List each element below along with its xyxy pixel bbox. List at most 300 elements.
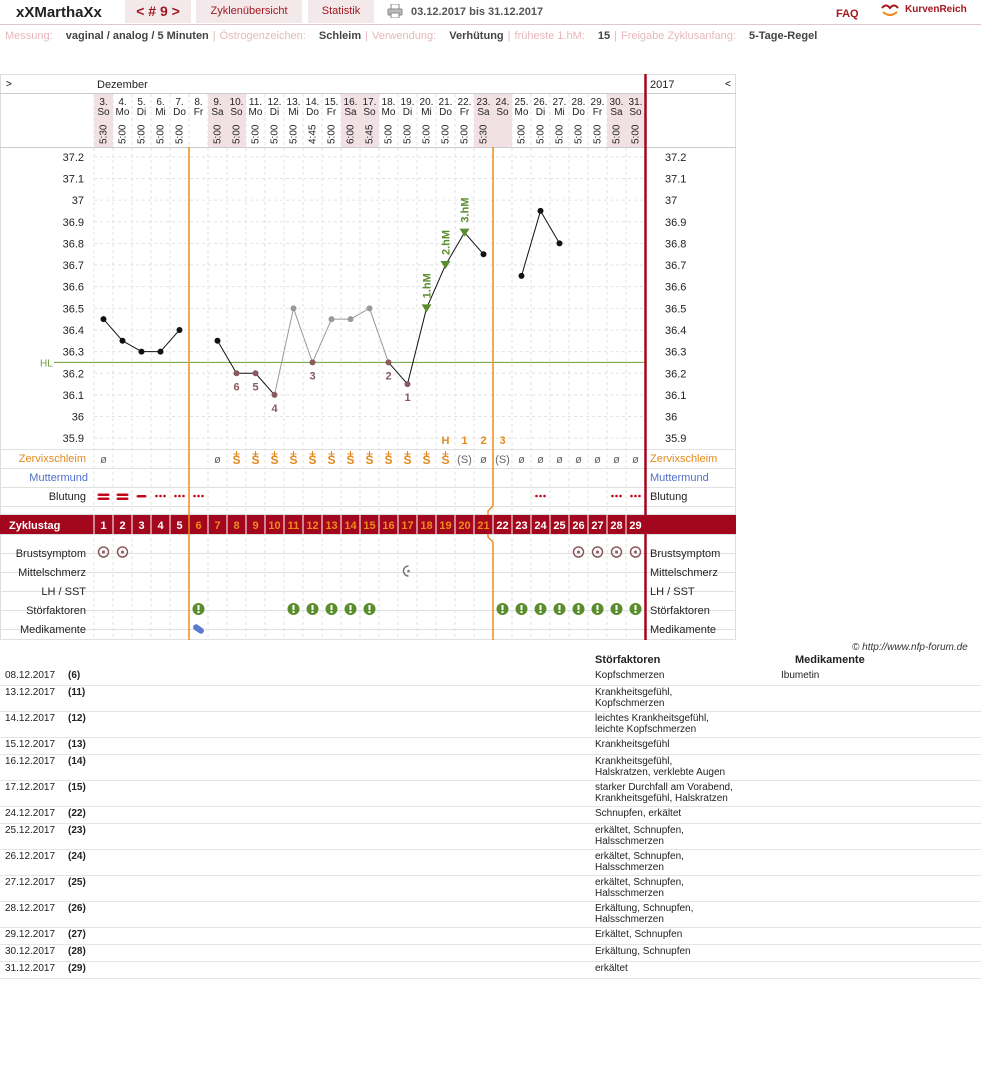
notes-cycle-day: (13) [68, 739, 86, 750]
row-label-brust-right: Brustsymptom [650, 548, 721, 560]
disturbance-icon [597, 611, 599, 613]
notes-row [0, 875, 981, 902]
cycle-day-number: 28 [610, 520, 623, 532]
weekday-label: Di [269, 107, 280, 118]
mucus-s-icon: S [308, 453, 317, 467]
time-label: 5:30 [478, 124, 490, 144]
row-label-zervix-right: Zervixschleim [650, 453, 718, 465]
ytick-right: 37 [665, 195, 678, 208]
temp-point [538, 208, 544, 214]
weekday-label: Sa [477, 107, 490, 118]
weekday-label: Fr [459, 107, 470, 118]
notes-row [0, 849, 981, 876]
top-bar [0, 0, 981, 25]
row-label-mittel-right: Mittelschmerz [650, 567, 718, 579]
ytick-left: 37.1 [62, 173, 84, 186]
cycle-day-number: 18 [420, 520, 433, 532]
time-label: 5:00 [516, 124, 528, 144]
date-label: 4. [118, 97, 127, 108]
disturbance-icon [559, 611, 561, 613]
notes-row [0, 961, 981, 979]
temp-point [215, 338, 221, 344]
ytick-right: 36.7 [665, 260, 687, 273]
date-label: 28. [571, 97, 586, 108]
cycle-day-number: 5 [176, 520, 183, 532]
breast-symptom-icon [577, 551, 580, 554]
cycle-day-number: 29 [629, 520, 642, 532]
temp-point [348, 316, 354, 322]
disturbance-icon [502, 611, 504, 613]
weekday-label: Do [173, 107, 186, 118]
ytick-right: 36.9 [665, 216, 687, 229]
weekday-label: Mo [381, 107, 396, 118]
ytick-left: 36.5 [62, 303, 84, 316]
disturbance-icon [369, 611, 371, 613]
ytick-left: 36.7 [62, 260, 84, 273]
temp-point [405, 381, 411, 387]
date-range: 03.12.2017 bis 31.12.2017 [411, 6, 544, 18]
notes-row [0, 754, 981, 781]
ytick-right: 35.9 [665, 433, 687, 446]
disturbance-icon [312, 605, 314, 610]
date-label: 29. [590, 97, 605, 108]
date-label: 20. [419, 97, 434, 108]
date-label: 7. [175, 97, 184, 108]
notes-row [0, 806, 981, 824]
time-label: 5:00 [231, 124, 243, 144]
breast-symptom-icon [102, 551, 105, 554]
ytick-left: 36.2 [62, 368, 84, 381]
notes-row [0, 668, 981, 686]
printer-icon[interactable] [387, 4, 403, 18]
temp-point [329, 316, 335, 322]
time-label: 5:00 [212, 124, 224, 144]
mucus-dry-icon: ø [613, 454, 620, 466]
notes-cycle-day: (6) [68, 670, 81, 681]
time-label: 6:00 [345, 124, 357, 144]
date-label: 3. [99, 97, 108, 108]
tab-cycle-overview[interactable]: Zyklenübersicht [196, 0, 302, 23]
peak-label: 1 [461, 435, 468, 447]
notes-row [0, 711, 981, 738]
bleeding-light [197, 495, 200, 498]
tab-statistics[interactable]: Statistik [308, 0, 374, 23]
ytick-right: 36.3 [665, 346, 687, 359]
mucus-s-icon: S [384, 453, 393, 467]
copyright: © http://www.nfp-forum.de [852, 642, 968, 653]
row-label-stoer: Störfaktoren [26, 605, 86, 617]
date-label: 31. [628, 97, 643, 108]
ytick-left: 36.4 [62, 324, 84, 337]
cycle-day-number: 25 [553, 520, 566, 532]
notes-date: 29.12.2017 [5, 929, 56, 940]
mucus-dry-icon: ø [556, 454, 563, 466]
weekday-label: So [629, 107, 642, 118]
cycle-chart [0, 74, 740, 641]
notes-date: 14.12.2017 [5, 713, 56, 724]
bleeding-light [630, 495, 633, 498]
ytick-left: 36.1 [62, 389, 84, 402]
bleeding-light [193, 495, 196, 498]
notes-stoerfaktoren: Krankheitsgefühl [595, 739, 670, 750]
disturbance-icon [198, 605, 200, 610]
time-label: 4:45 [307, 124, 319, 144]
cycle-day-number: 22 [496, 520, 509, 532]
weekday-label: Di [402, 107, 413, 118]
notes-stoerfaktoren: Krankheitsgefühl, Kopfschmerzen [595, 687, 673, 709]
time-label: 5:00 [554, 124, 566, 144]
info-label: Östrogenzeichen: [219, 30, 306, 42]
temp-count-label: 2 [385, 370, 392, 383]
time-label: 5:00 [573, 124, 585, 144]
info-separator: | [614, 30, 617, 42]
disturbance-icon [540, 611, 542, 613]
notes-row [0, 901, 981, 928]
hm-label: 2.hM [440, 229, 453, 256]
info-separator: | [507, 30, 511, 42]
notes-stoerfaktoren: Krankheitsgefühl, Halskratzen, verklebte Augen [595, 756, 726, 778]
row-label-lh: LH / SST [41, 586, 86, 598]
bleeding-light [159, 495, 162, 498]
row-label-zervix: Zervixschleim [18, 453, 86, 465]
notes-date: 24.12.2017 [5, 808, 56, 819]
temp-point [177, 327, 183, 333]
time-label: 5:00 [630, 124, 642, 144]
bleeding-light [178, 495, 181, 498]
temp-point [367, 305, 373, 311]
weekday-label: So [363, 107, 376, 118]
bleeding-light [174, 495, 177, 498]
ytick-left: 36.3 [62, 346, 84, 359]
mucus-dry-icon: ø [632, 454, 639, 466]
info-label: Freigabe Zyklusanfang: [620, 30, 736, 42]
cycle-navigator[interactable]: < # 9 > [125, 0, 191, 23]
breast-symptom-icon [615, 551, 618, 554]
date-label: 22. [457, 97, 472, 108]
cycle-day-number: 1 [100, 520, 107, 532]
time-label: 5:45 [364, 124, 376, 144]
notes-stoerfaktoren: erkältet [595, 963, 628, 974]
weekday-label: Do [306, 107, 319, 118]
notes-cycle-day: (28) [68, 946, 86, 957]
cycle-day-number: 17 [401, 520, 414, 532]
date-label: 6. [156, 97, 165, 108]
disturbance-icon [369, 605, 371, 610]
hm-label: 1.hM [421, 273, 434, 299]
notes-date: 30.12.2017 [5, 946, 56, 957]
notes-header-stoerfaktoren: Störfaktoren [595, 654, 661, 666]
row-label-medi-right: Medikamente [650, 624, 717, 636]
time-label: 5:30 [98, 124, 110, 144]
disturbance-icon [597, 605, 599, 610]
date-label: 19. [400, 97, 415, 108]
hl-label: HL [40, 358, 53, 370]
disturbance-icon [635, 605, 637, 610]
bleeding-heavy [98, 498, 110, 501]
info-value: Schleim [315, 30, 362, 42]
notes-date: 28.12.2017 [5, 903, 56, 914]
bleeding-light [543, 495, 546, 498]
cycle-day-number: 8 [233, 520, 240, 532]
info-label: Verwendung: [371, 30, 437, 42]
notes-cycle-day: (24) [68, 851, 86, 862]
time-label: 5:00 [288, 124, 300, 144]
row-label-blutung: Blutung [48, 491, 86, 503]
breast-symptom-icon [634, 551, 637, 554]
mucus-s-icon: S [403, 453, 412, 467]
temp-point [557, 240, 563, 246]
nav-right-icon: < [725, 79, 731, 90]
mucus-s-icon: S [327, 453, 336, 467]
ytick-right: 36.2 [665, 368, 687, 381]
mucus-s-paren-icon: (S) [495, 454, 510, 466]
row-label-muttermund: Muttermund [29, 472, 88, 484]
date-label: 14. [305, 97, 320, 108]
date-label: 13. [286, 97, 301, 108]
disturbance-icon [350, 605, 352, 610]
temp-point [253, 370, 259, 376]
mucus-s-icon: S [422, 453, 431, 467]
bleeding-light [634, 495, 637, 498]
username: xXMarthaXx [16, 4, 102, 21]
notes-cycle-day: (26) [68, 903, 86, 914]
temp-count-label: 3 [309, 370, 316, 383]
row-label-blutung-right: Blutung [650, 491, 688, 503]
mucus-s-icon: S [346, 453, 355, 467]
cycle-day-number: 23 [515, 520, 528, 532]
disturbance-icon [198, 611, 200, 613]
weekday-label: So [97, 107, 110, 118]
info-separator: | [212, 30, 216, 42]
nav-left-icon: > [6, 79, 12, 90]
mucus-s-icon: S [270, 453, 279, 467]
notes-stoerfaktoren: erkältet, Schnupfen, Halsschmerzen [595, 877, 684, 899]
notes-cycle-day: (12) [68, 713, 86, 724]
time-label: 5:00 [269, 124, 281, 144]
temp-point [519, 273, 525, 279]
year-label: 2017 [650, 79, 675, 91]
mucus-s-icon: S [289, 453, 298, 467]
time-label: 5:00 [535, 124, 547, 144]
notes-row [0, 927, 981, 945]
cycle-day-number: 14 [344, 520, 357, 532]
weekday-label: Fr [592, 107, 603, 118]
weekday-label: Mi [288, 107, 299, 118]
date-label: 5. [137, 97, 146, 108]
notes-cycle-day: (23) [68, 825, 86, 836]
temp-point [120, 338, 126, 344]
cycle-day-number: 2 [119, 520, 126, 532]
notes-date: 15.12.2017 [5, 739, 56, 750]
ytick-left: 36.9 [62, 216, 84, 229]
mucus-dry-icon: ø [518, 454, 525, 466]
cycle-day-number: 26 [572, 520, 585, 532]
weekday-label: Do [572, 107, 585, 118]
notes-cycle-day: (11) [68, 687, 86, 698]
cycle-day-number: 12 [306, 520, 319, 532]
bleeding-heavy [117, 498, 129, 501]
date-label: 27. [552, 97, 567, 108]
date-label: 24. [495, 97, 510, 108]
weekday-label: Mo [514, 107, 529, 118]
time-label: 5:00 [383, 124, 395, 144]
time-label: 5:00 [250, 124, 262, 144]
date-label: 23. [476, 97, 491, 108]
disturbance-icon [540, 605, 542, 610]
notes-cycle-day: (22) [68, 808, 86, 819]
mucus-dry-icon: ø [537, 454, 544, 466]
notes-cycle-day: (27) [68, 929, 86, 940]
ytick-left: 37 [71, 195, 84, 208]
temp-point [101, 316, 107, 322]
bleeding-light [619, 495, 622, 498]
breast-symptom-icon [596, 551, 599, 554]
bleeding-light [163, 495, 166, 498]
disturbance-icon [578, 605, 580, 610]
info-label: Messung: [5, 30, 53, 42]
row-label-lh-right: LH / SST [650, 586, 695, 598]
temp-point [158, 349, 164, 355]
notes-stoerfaktoren: Erkältet, Schnupfen [595, 929, 683, 940]
time-label: 5:00 [174, 124, 186, 144]
cycle-day-number: 9 [252, 520, 259, 532]
ytick-right: 36.1 [665, 389, 687, 402]
time-label: 5:00 [592, 124, 604, 144]
row-label-medi: Medikamente [19, 624, 86, 636]
mucus-s-icon: S [251, 453, 260, 467]
temp-point [234, 370, 240, 376]
notes-date: 25.12.2017 [5, 825, 56, 836]
logo-icon[interactable] [880, 2, 900, 20]
mucus-dry-icon: ø [100, 454, 107, 466]
disturbance-icon [616, 611, 618, 613]
notes-stoerfaktoren: Schnupfen, erkältet [595, 808, 682, 819]
ytick-right: 36.4 [665, 324, 687, 337]
weekday-label: Mi [554, 107, 565, 118]
time-label: 5:00 [326, 124, 338, 144]
info-separator: | [365, 30, 368, 42]
notes-stoerfaktoren: erkältet, Schnupfen, Halsschmerzen [595, 851, 684, 873]
weekday-label: Di [535, 107, 546, 118]
notes-row [0, 780, 981, 807]
weekday-label: Sa [211, 107, 224, 118]
time-label: 5:00 [611, 124, 623, 144]
row-label-stoer-right: Störfaktoren [650, 605, 710, 617]
date-label: 18. [381, 97, 396, 108]
notes-medikamente: Ibumetin [781, 670, 820, 681]
mucus-dry-icon: ø [480, 454, 487, 466]
bleeding-light [611, 495, 614, 498]
disturbance-icon [293, 611, 295, 613]
notes-date: 13.12.2017 [5, 687, 56, 698]
chart-frame [1, 75, 736, 640]
peak-label: H [441, 435, 450, 447]
disturbance-icon [312, 611, 314, 613]
cycle-day-number: 16 [382, 520, 395, 532]
ytick-right: 36.6 [665, 281, 687, 294]
weekday-label: Sa [610, 107, 623, 118]
cycle-day-number: 19 [439, 520, 452, 532]
temp-count-label: 5 [252, 381, 259, 394]
mucus-dry-icon: ø [594, 454, 601, 466]
weekday-label: So [496, 107, 509, 118]
notes-row [0, 737, 981, 755]
weekday-label: So [230, 107, 243, 118]
notes-cycle-day: (25) [68, 877, 86, 888]
ytick-left: 35.9 [62, 433, 84, 446]
notes-cycle-day: (15) [68, 782, 86, 793]
cycle-day-number: 10 [268, 520, 281, 532]
weekday-label: Fr [193, 107, 204, 118]
disturbance-icon [521, 611, 523, 613]
ytick-left: 37.2 [62, 151, 84, 164]
cycle-day-number: 20 [458, 520, 471, 532]
ytick-right: 37.1 [665, 173, 687, 186]
date-label: 21. [438, 97, 453, 108]
date-label: 9. [213, 97, 222, 108]
temp-point [481, 251, 487, 257]
notes-stoerfaktoren: Kopfschmerzen [595, 670, 665, 681]
hm-label: 3.hM [459, 197, 472, 223]
disturbance-icon [331, 605, 333, 610]
date-label: 17. [362, 97, 377, 108]
info-value: 15 [594, 30, 611, 42]
cycle-day-number: 13 [325, 520, 338, 532]
bleeding-light [201, 495, 204, 498]
notes-row [0, 944, 981, 962]
faq-link[interactable]: FAQ [836, 8, 859, 20]
mucus-dry-icon: ø [214, 454, 221, 466]
date-label: 12. [267, 97, 282, 108]
bleeding-light [182, 495, 185, 498]
ytick-right: 37.2 [665, 151, 687, 164]
disturbance-icon [635, 611, 637, 613]
disturbance-icon [521, 605, 523, 610]
row-label-brust: Brustsymptom [15, 548, 86, 560]
notes-stoerfaktoren: Erkältung, Schnupfen [595, 946, 691, 957]
notes-row [0, 823, 981, 850]
bleeding-heavy [117, 494, 129, 497]
bleeding-medium [137, 495, 147, 498]
date-label: 8. [194, 97, 203, 108]
disturbance-icon [559, 605, 561, 610]
peak-label: 3 [499, 435, 506, 447]
logo-text[interactable]: KurvenReich [905, 4, 967, 15]
temp-count-label: 1 [404, 392, 411, 405]
breast-symptom-icon [121, 551, 124, 554]
notes-stoerfaktoren: erkältet, Schnupfen, Halsschmerzen [595, 825, 684, 847]
notes-date: 17.12.2017 [5, 782, 56, 793]
notes-cycle-day: (14) [68, 756, 86, 767]
weekday-label: Fr [326, 107, 337, 118]
ytick-left: 36.6 [62, 281, 84, 294]
cycle-day-number: 24 [534, 520, 547, 532]
cycle-day-number: 21 [477, 520, 490, 532]
notes-date: 27.12.2017 [5, 877, 56, 888]
ytick-right: 36 [665, 411, 678, 424]
notes-stoerfaktoren: leichtes Krankheitsgefühl, leichte Kopfschmerzen [595, 713, 709, 735]
mucus-s-icon: S [441, 453, 450, 467]
zyklustag-label: Zyklustag [9, 520, 61, 532]
cycle-day-number: 4 [157, 520, 164, 532]
weekday-label: Di [136, 107, 147, 118]
cycle-info-bar [5, 30, 975, 44]
notes-header-medikamente: Medikamente [795, 654, 865, 666]
info-value: vaginal / analog / 5 Minuten [62, 30, 209, 42]
bleeding-light [615, 495, 618, 498]
info-value: 5-Tage-Regel [745, 30, 818, 42]
time-label: 5:00 [440, 124, 452, 144]
